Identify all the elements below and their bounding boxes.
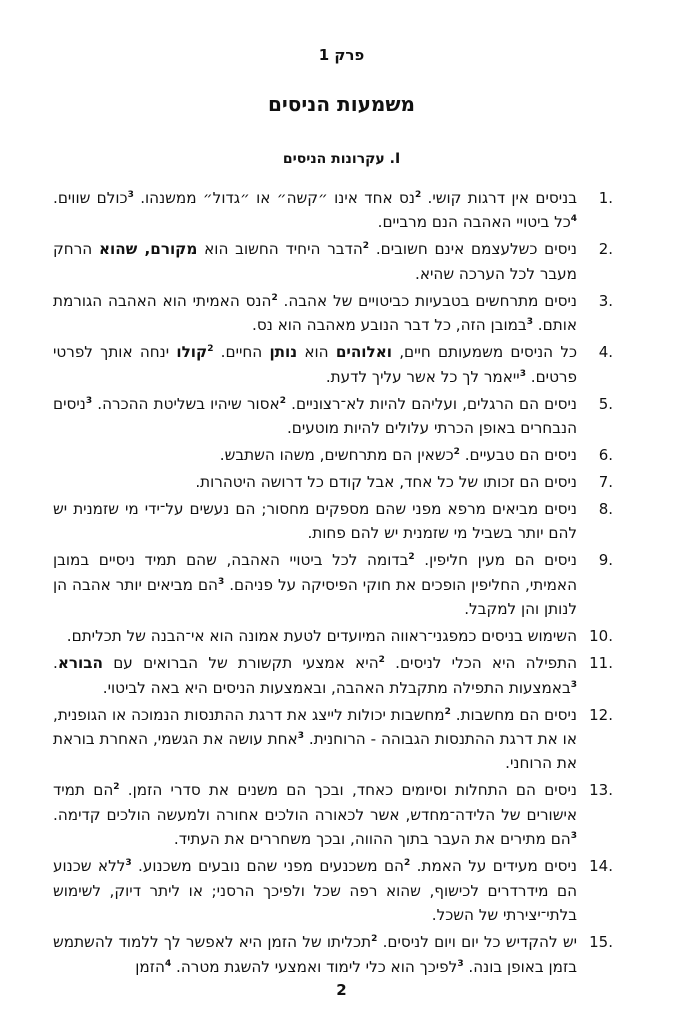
text-segment: באמצעות התפילה מתקבלת האהבה, ובאמצעות הניסים היא באה לביטוי. xyxy=(102,678,571,697)
list-item xyxy=(53,470,613,494)
text-segment: ניסים הם מעין חליפין. xyxy=(414,551,577,570)
item-number: 12. xyxy=(589,705,613,724)
item-number: 11. xyxy=(589,654,613,673)
sentence-number: 2 xyxy=(378,655,385,666)
item-text xyxy=(53,340,577,389)
text-segment: ניסים מתרחשים בטבעיות כביטויים של אהבה. xyxy=(277,291,577,310)
list-item xyxy=(53,237,613,286)
text-segment: ניסים הם התחלות וסיומים כאחד, ובכך הם משנים את סדרי הזמן. xyxy=(119,781,577,800)
sentence-number: 2 xyxy=(279,395,286,406)
item-number: 15. xyxy=(589,933,613,952)
text-segment: אסור שיהיו בשליטת ההכרה. xyxy=(92,394,280,413)
item-number: 6. xyxy=(598,446,613,465)
list-item xyxy=(53,443,613,467)
item-text xyxy=(53,703,577,776)
item-number: 1. xyxy=(598,189,613,207)
text-segment: היא אמצעי תקשורת של הברואים עם xyxy=(102,654,379,673)
text-segment: ניסים הם מחשבות. xyxy=(450,705,577,724)
sentence-number: 4 xyxy=(570,214,577,225)
text-segment: הוא xyxy=(297,343,336,362)
text-segment: ניסים הם הרגלים, ועליהם להיות לא־רצוניים. xyxy=(285,394,577,413)
sentence-number: 3 xyxy=(125,858,132,869)
text-segment: ללא שכנוע הם מידרדרים לכישוף, שהוא רפה שכל ולפיכך הרסני; או ליתר דיוק, לשימוש בלתי־יצירתי של השכל. xyxy=(53,857,577,925)
list-item xyxy=(53,186,613,235)
list-item xyxy=(53,289,613,338)
text-segment: הם תמיד אישורים של הלידה־מחדש, אשר לכאורה הולכים אחורה ולמעשה הולכים קדימה. xyxy=(53,781,577,824)
text-segment: התפילה היא הכלי לניסים. xyxy=(384,654,578,673)
text-segment: כל ביטויי האהבה הנם מרביים. xyxy=(377,213,571,232)
item-text xyxy=(53,497,577,546)
sentence-number: 3 xyxy=(526,317,533,328)
text-segment: ינחה אותך לפרטי פרטים. xyxy=(53,343,577,386)
emphasized-text: מקורם, שהוא xyxy=(99,240,198,259)
list-item xyxy=(53,778,613,851)
text-segment: השימוש בניסים כמפגני־ראווה המיועדים לטעת אמונה הוא אי־הבנה של תכליתם. xyxy=(66,627,577,646)
item-number: 9. xyxy=(598,551,613,570)
emphasized-text: נותן xyxy=(269,343,298,362)
text-segment: ניסים מביאים מרפא מפני שהם מספקים מחסור; הם נעשים על־ידי מי שזמנית יש להם יותר בשביל מי שזמנית יש להם פחות. xyxy=(53,500,577,543)
text-segment: במובן הזה, כל דבר הנובע מאהבה הוא נס. xyxy=(252,316,527,335)
item-text xyxy=(53,470,577,494)
text-segment: הם מתירים את העבר בתוך ההווה, ובכך משחררים את העתיד. xyxy=(173,830,571,849)
item-number: 4. xyxy=(598,343,613,362)
item-number: 7. xyxy=(598,473,613,492)
sentence-number: 2 xyxy=(453,447,460,458)
sentence-number: 3 xyxy=(457,958,464,969)
sentence-number: 3 xyxy=(127,190,134,200)
emphasized-text: קולו xyxy=(176,343,208,362)
text-segment: מחשבות יכולות לייצג את דרגת ההתנסות הנמוכה או הגופנית, או את דרגת ההתנסות הגבוהה - הרוחנית. xyxy=(53,705,577,749)
principles-list xyxy=(53,186,613,982)
sentence-number: 2 xyxy=(408,552,415,563)
sentence-number: 2 xyxy=(362,241,370,252)
chapter-label: פרק 1 xyxy=(318,46,365,64)
item-number: 2. xyxy=(598,240,613,259)
item-number: 8. xyxy=(598,500,613,519)
sentence-number: 3 xyxy=(570,831,577,842)
text-segment: הדבר היחיד החשוב הוא xyxy=(197,240,363,259)
item-text xyxy=(53,237,577,286)
sentence-number: 2 xyxy=(403,858,411,869)
sentence-number: 2 xyxy=(113,782,120,793)
text-segment: ניסים הם זכותו של כל אחד, אבל קודם כל דרושה היטהרות. xyxy=(195,473,577,492)
list-item xyxy=(53,497,613,546)
text-segment: יש להקדיש כל יום ויום לניסים. xyxy=(377,933,577,952)
list-item xyxy=(53,930,613,979)
list-item xyxy=(53,854,613,927)
chapter-title: משמעות הניסים xyxy=(267,92,416,116)
item-text xyxy=(53,392,577,441)
sentence-number: 3 xyxy=(297,731,304,742)
item-number: 3. xyxy=(598,291,613,310)
text-segment: הנס האמיתי הוא האהבה הגורמת אותם. xyxy=(53,291,577,335)
sentence-number: 3 xyxy=(85,395,93,406)
text-segment: הם משכנעים מפני שהם נובעים משכנוע. xyxy=(131,857,404,876)
text-segment: ניסים הנבחרים באופן הכרתי עלולים להיות מוטעים. xyxy=(53,394,577,438)
text-segment: ייאמר לך כל אשר עליך לדעת. xyxy=(325,367,520,386)
sentence-number: 2 xyxy=(371,934,378,945)
text-segment: לפיכך הוא כלי לימוד ואמצעי להשגת מטרה. xyxy=(171,957,458,976)
text-segment: כל הניסים משמעותם חיים, xyxy=(391,343,577,362)
emphasized-text: הבורא xyxy=(57,654,103,673)
list-item xyxy=(53,340,613,389)
item-text xyxy=(53,854,577,927)
item-text xyxy=(53,289,577,338)
text-segment: תכליתו של הזמן היא לאפשר לך ללמוד להשתמש בזמן באופן בונה. xyxy=(53,933,577,976)
text-segment: בדומה לכל ביטויי האהבה, שהם תמיד ניסיים במובן האמיתי, החליפין הופכים את חוקי הפיסיקה על פניהם. xyxy=(53,551,577,594)
text-segment: הרחק מעבר לכל הערכה שהיא. xyxy=(53,240,577,283)
text-segment: נס אחד אינו ״קשה״ או ״גדול״ ממשנהו. xyxy=(133,189,415,207)
item-text xyxy=(53,443,577,467)
section-heading: I. עקרונות הניסים xyxy=(282,151,401,167)
item-text xyxy=(53,186,577,235)
sentence-number: 3 xyxy=(519,368,526,379)
item-number: 5. xyxy=(598,394,613,413)
text-segment: ניסים מעידים על האמת. xyxy=(410,857,577,876)
list-item xyxy=(53,624,613,648)
text-segment: הזמן xyxy=(135,957,165,976)
item-number: 10. xyxy=(589,627,613,646)
item-text xyxy=(53,778,577,851)
item-number: 13. xyxy=(589,781,613,800)
sentence-number: 2 xyxy=(207,344,214,355)
text-segment: כולם שווים. xyxy=(53,189,128,207)
text-segment: החיים. xyxy=(213,343,270,362)
sentence-number: 3 xyxy=(217,576,225,587)
text-segment: בניסים אין דרגות קושי. xyxy=(421,189,578,207)
sentence-number: 2 xyxy=(444,706,451,717)
text-segment: כשאין הם מתרחשים, משהו השתבש. xyxy=(219,446,454,465)
text-segment: . xyxy=(53,654,58,673)
text-segment: אחת עושה את הגשמי, האחרת בוראת את הרוחני. xyxy=(53,730,577,773)
item-text xyxy=(53,651,577,700)
list-item xyxy=(53,392,613,441)
text-segment: ניסים כשלעצמם אינם חשובים. xyxy=(369,240,577,259)
item-text xyxy=(53,930,577,979)
item-number: 14. xyxy=(589,857,613,876)
list-item xyxy=(53,651,613,700)
sentence-number: 2 xyxy=(271,292,278,303)
text-segment: ניסים הם טבעיים. xyxy=(459,446,577,465)
page-number: 2 xyxy=(336,981,347,999)
sentence-number: 4 xyxy=(164,958,172,969)
sentence-number: 3 xyxy=(570,679,577,690)
sentence-number: 2 xyxy=(414,190,422,200)
list-item xyxy=(53,548,613,621)
emphasized-text: ואלוהים xyxy=(335,343,392,362)
list-item xyxy=(53,703,613,776)
item-text xyxy=(53,548,577,621)
item-text xyxy=(53,624,577,648)
text-segment: הם מביאים יותר אהבה הן לנותן והן למקבל. xyxy=(53,575,577,619)
